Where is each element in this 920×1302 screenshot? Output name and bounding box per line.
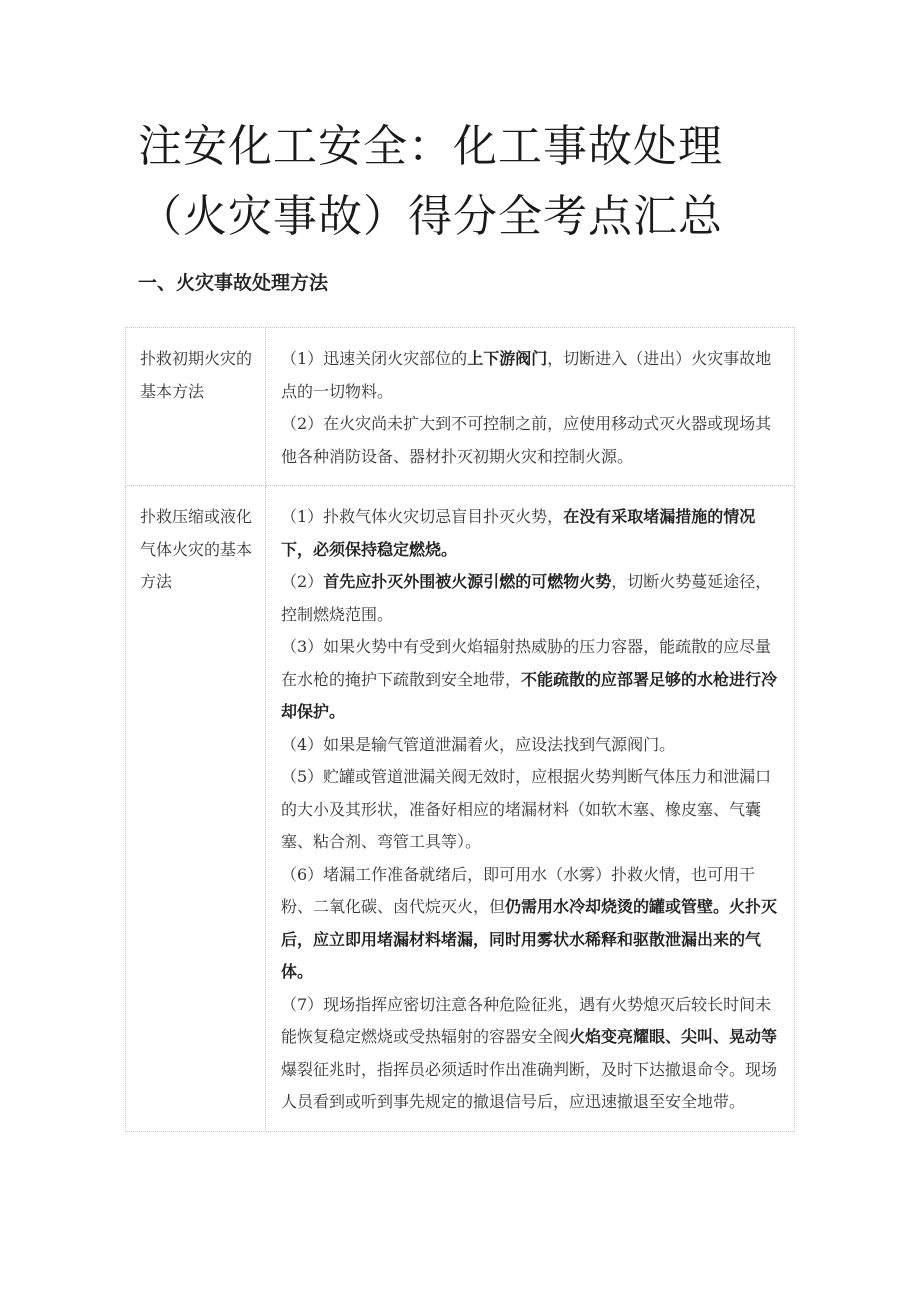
item-text: 爆裂征兆时，指挥员必须适时作出准确判断，及时下达撤退命令。现场人员看到或听到事先规定的撤退信号后，应迅速撤退至安全地带。 [281, 1059, 778, 1111]
item-text: （2）在火灾尚未扩大到不可控制之前，应使用移动式灭火器或现场其他各种消防设备、器材扑灭初期火灾和控制火源。 [281, 414, 772, 466]
list-item [281, 343, 780, 408]
emphasis-text: 仍需用水冷却烧烫的罐或管壁。火扑灭后，应立即用堵漏材料堵漏，同时用雾状水稀释和驱散泄漏出来的气体。 [281, 897, 778, 981]
item-text: （6）堵漏工作准备就绪后，即可用水（水雾）扑救火情，也可用干粉、二氧化碳、卤代烷灭火，但 [281, 864, 756, 916]
emphasis-text: 上下游阀门 [467, 349, 548, 368]
list-item [281, 989, 780, 1119]
item-text: （4）如果是输气管道泄漏着火，应设法找到气源阀门。 [281, 734, 676, 754]
table-row [126, 328, 795, 486]
item-text: （1）迅速关闭火灾部位的 [281, 349, 468, 368]
item-text: （5）贮罐或管道泄漏关阀无效时，应根据火势判断气体压力和泄漏口的大小及其形状，准备好相应的堵漏材料（如软木塞、橡皮塞、气囊塞、粘合剂、弯管工具等）。 [281, 767, 772, 851]
list-item [281, 761, 780, 859]
section-heading: 一、火灾事故处理方法 [138, 272, 329, 294]
item-text: （2） [281, 572, 324, 591]
row-label: 扑救压缩或液化气体火灾的基本方法 [126, 486, 266, 1132]
item-text: ，切断进入（进出）火灾事故地点的一切物料。 [281, 349, 772, 401]
row-content [266, 328, 795, 486]
list-item [281, 631, 780, 729]
list-item [281, 566, 780, 631]
emphasis-text: 不能疏散的应部署足够的水枪进行冷却保护。 [281, 669, 778, 721]
list-item [281, 408, 780, 473]
list-item [281, 501, 780, 566]
item-text: （1）扑救气体火灾切忌盲目扑灭火势， [281, 507, 564, 526]
item-text: （7）现场指挥应密切注意各种危险征兆，遇有火势熄灭后较长时间未能恢复稳定燃烧或受热辐射的容器安全阀 [281, 994, 772, 1046]
emphasis-text: 首先应扑灭外围被火源引燃的可燃物火势 [323, 572, 612, 591]
emphasis-text: 火焰变亮耀眼、尖叫、晃动等 [569, 1027, 778, 1046]
list-item [281, 859, 780, 989]
item-text: ，切断火势蔓延途径，控制燃烧范围。 [281, 572, 772, 624]
row-label: 扑救初期火灾的基本方法 [126, 328, 266, 486]
list-item [281, 729, 780, 762]
item-text: （3）如果火势中有受到火焰辐射热威胁的压力容器，能疏散的应尽量在水枪的掩护下疏散到安全地带， [281, 637, 772, 689]
content-table-body [126, 328, 795, 1132]
row-content [266, 486, 795, 1132]
content-table [125, 327, 795, 1132]
page-title: 注安化工安全：化工事故处理（火灾事故）得分全考点汇总 [138, 121, 723, 242]
emphasis-text: 在没有采取堵漏措施的情况下，必须保持稳定燃烧。 [281, 507, 756, 559]
table-row [126, 486, 795, 1132]
